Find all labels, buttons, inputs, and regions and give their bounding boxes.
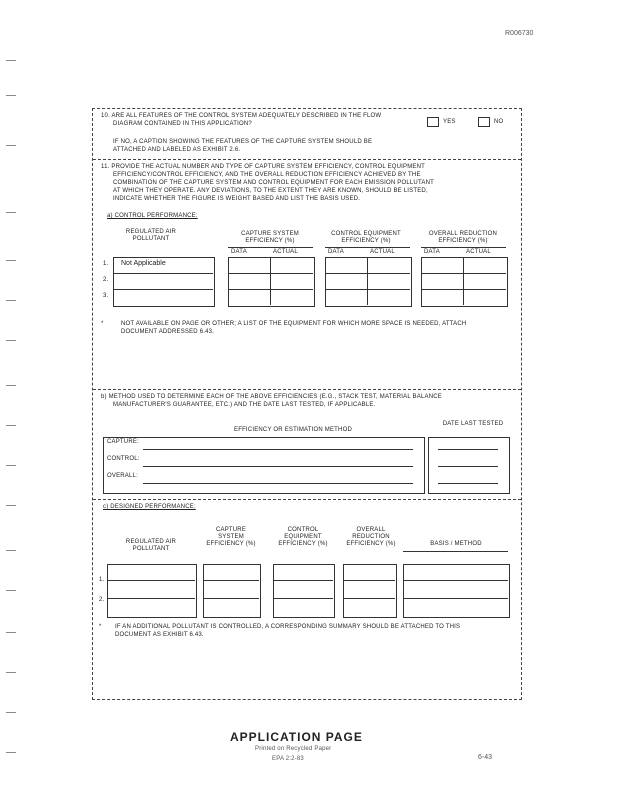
control-efficiency-cells[interactable] <box>325 257 412 307</box>
capture-efficiency-cells[interactable] <box>228 257 315 307</box>
overall-efficiency-cells[interactable] <box>421 257 508 307</box>
designed-pollutant-cells[interactable] <box>107 564 197 618</box>
yes-checkbox[interactable] <box>427 117 439 127</box>
no-checkbox[interactable] <box>478 117 490 127</box>
designed-capture-cells[interactable] <box>203 564 261 618</box>
application-form: 10. ARE ALL FEATURES OF THE CONTROL SYSTEM ADEQUATELY DESCRIBED IN THE FLOW DIAGRAM CONTAINED IN THIS APPLICATION? YES NO IF NO, A CAPTION SHOWING THE FEATURES OF THE CAPTURE SYSTEM SHOULD BE ATTACHED AND LABELED AS EXHIBIT 2.6. 11. PROVIDE THE ACTUAL NUMBER AND TYPE OF CAPTURE SYSTEM EFFICIENCY, CONTROL EQUIPMENT EFFICIENCY/CONTROL EFFICIENCY, AND THE OVERALL REDUCTION EFFICIENCY ACHIEVED BY THE COMBINATION OF THE CAPTURE SYSTEM AND CONTROL EQUIPMENT FOR EACH EMISSION POLLUTANT AT WHICH THEY OPERATE. ANY DEVIATIONS, TO THE EXTENT THEY ARE KNOWN, SHOULD BE LISTED, INDICATE WHETHER THE FIGURE IS WEIGHT BASED AND LIST THE BASIS USED. a) CONTROL PERFORMANCE: REGULATED AIR POLLUTANT CAPTURE SYSTEM EFFICIENCY (%) CONTROL EQUIPMENT EFFICIENCY (%) OVERALL REDUCTION EFFICIENCY (%) DATA ACTUAL DATA ACTUAL DATA ACTUAL 1. 2. 3. Not Applicable * NOT AVAILABLE ON PAGE OR OTHER; A LIST OF THE EQUIPMENT FOR WHICH MORE SPACE IS NEEDED, ATTACH DOCUMENT ADDRESSED 6.43. b) METHOD USED TO DETERMINE EACH OF THE ABOVE EFFICIENCIES (E.G., STACK TEST, MATERIAL BALANCE MANUFACTURER'S GUARANTEE, ETC.) AND THE DATE LAST TESTED, IF APPLICABLE. EFFICIENCY OR ESTIMATION METHOD DATE LAST TESTED CAPTURE: CONTROL: OVERALL: c) DESIGNED PERFORMANCE: REGULATED AIR POLLUTANT CAPTURE SYSTEM EFFICIENCY (%) CONTROL EQUIPMENT EFFICIENCY (%) OVERALL REDUCTION EFFICIENCY (%) BASIS / METHOD 1. 2. * IF AN ADDITIONAL POLLUTANT IS CONTROLLED, A CORRESPONDING SUMMARY SHOULD BE ATTACHED TO THIS DOCUMENT AS EXHIBIT 6.43. <box>92 108 522 700</box>
not-applicable-text: Not Applicable <box>121 260 166 267</box>
control-performance-label: a) CONTROL PERFORMANCE: <box>107 213 198 219</box>
designed-control-cells[interactable] <box>273 564 335 618</box>
footer-title: APPLICATION PAGE <box>230 730 363 744</box>
designed-overall-cells[interactable] <box>343 564 397 618</box>
designed-basis-cells[interactable] <box>403 564 510 618</box>
pollutant-header: REGULATED AIR POLLUTANT <box>125 229 177 242</box>
designed-performance-label: c) DESIGNED PERFORMANCE: <box>103 504 196 510</box>
document-id: R006730 <box>505 30 534 37</box>
page-number: 6-43 <box>478 754 493 761</box>
